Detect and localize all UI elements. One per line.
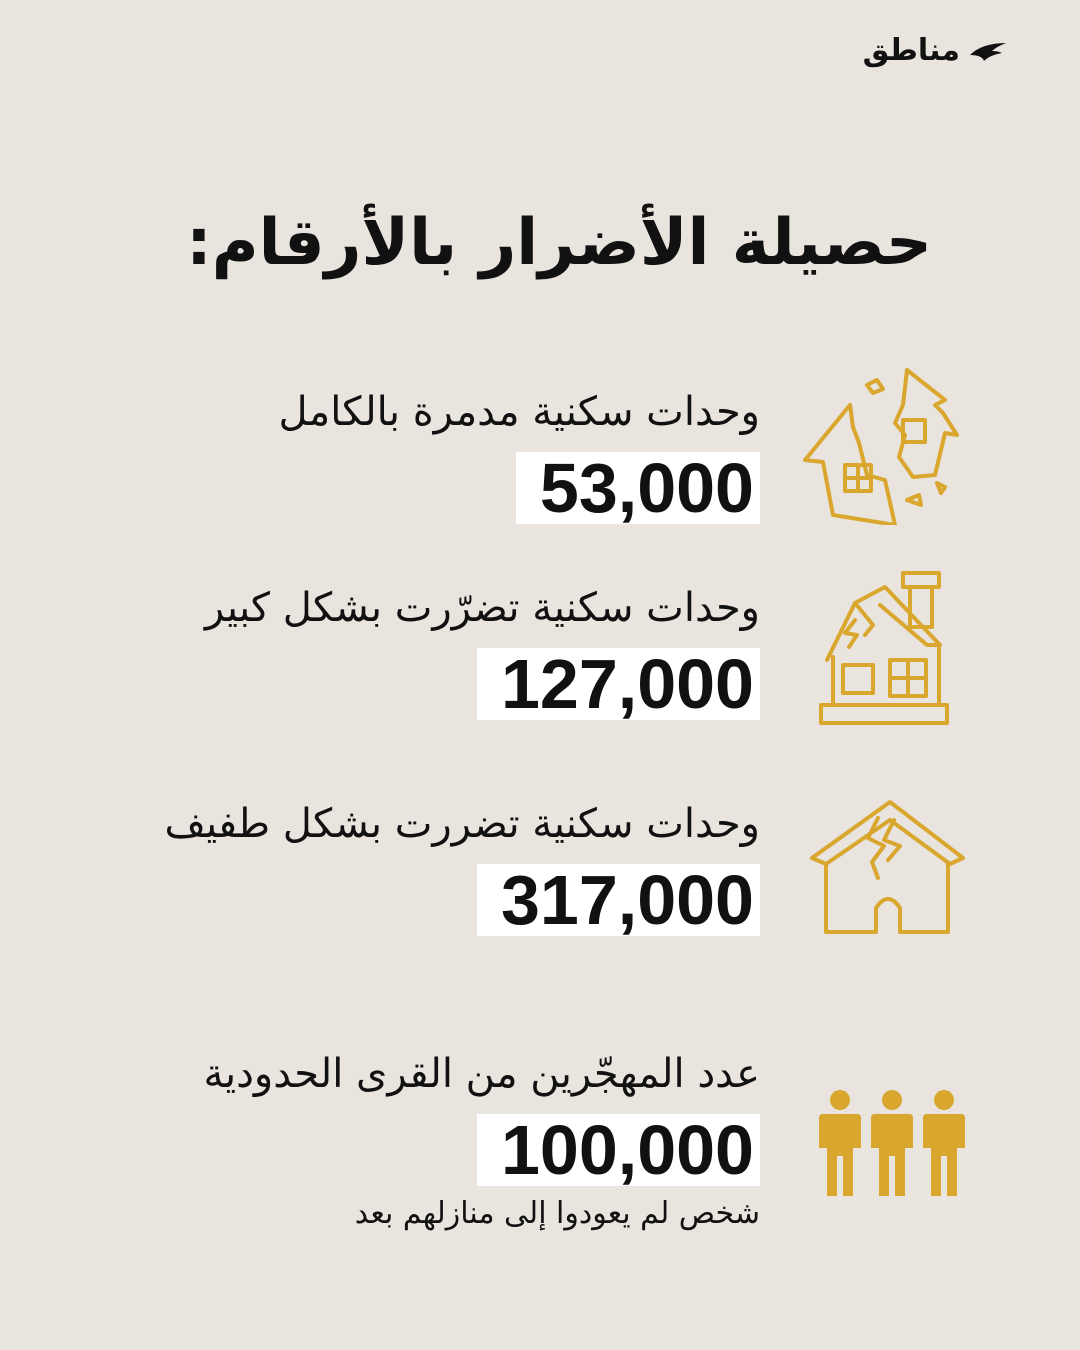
stat-label: عدد المهجّرين من القرى الحدودية [203,1051,760,1097]
stat-label: وحدات سكنية تضررت بشكل طفيف [164,801,760,847]
stat-label: وحدات سكنية تضرّرت بشكل كبير [204,585,760,631]
stat-number: 127,000 [477,648,760,720]
stat-note: شخص لم يعودوا إلى منازلهم بعد [354,1196,760,1231]
person-icon [923,1090,965,1196]
bird-logo-icon [968,39,1008,63]
brand-logo [862,33,1008,68]
people-icon [815,1088,970,1198]
stat-number: 100,000 [477,1114,760,1186]
stat-label: وحدات سكنية مدمرة بالكامل [278,389,760,435]
stat-number: 53,000 [516,452,760,524]
destroyed-house-icon [795,365,965,525]
stat-slightly-damaged [164,800,760,939]
brand-name: مناطق [862,33,960,68]
page-title: حصيلة الأضرار بالأرقام: [186,206,932,280]
stat-number: 317,000 [477,864,760,936]
cracked-house-icon [808,798,968,943]
stat-heavily-damaged [204,584,760,723]
heavily-damaged-house-icon [815,565,955,730]
stat-destroyed [278,388,760,527]
person-icon [871,1090,913,1196]
person-icon [819,1090,861,1196]
stat-displaced [204,1050,760,1231]
